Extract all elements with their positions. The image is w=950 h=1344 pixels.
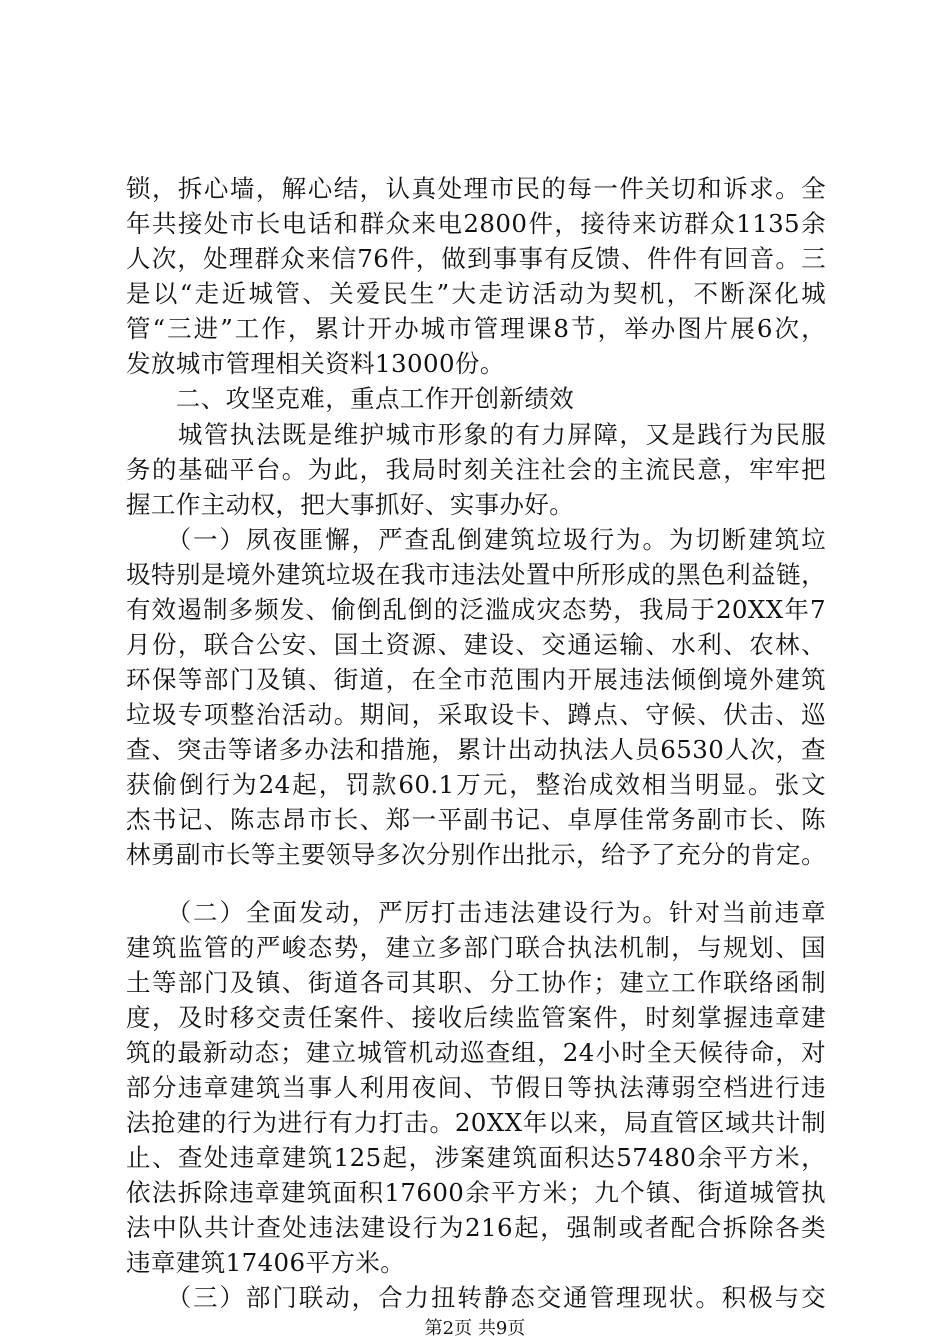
body-text-line: 部分违章建筑当事人利用夜间、节假日等执法薄弱空档进行违 xyxy=(126,1073,826,1102)
body-text-line: 度，及时移交责任案件、接收后续监管案件，时刻掌握违章建 xyxy=(126,1003,826,1032)
body-text-line: 环保等部门及镇、街道，在全市范围内开展违法倾倒境外建筑 xyxy=(126,665,826,694)
body-text-line: 人次，处理群众来信76件，做到事事有反馈、件件有回音。三 xyxy=(126,244,826,273)
body-text-line: 法抢建的行为进行有力打击。20XX年以来，局直管区域共计制 xyxy=(126,1108,826,1137)
body-text-line: 土等部门及镇、街道各司其职、分工协作；建立工作联络函制 xyxy=(126,968,826,997)
body-text-line: 获偷倒行为24起，罚款60.1万元，整治成效相当明显。张文 xyxy=(126,770,826,799)
body-text-line: （一）夙夜匪懈，严查乱倒建筑垃圾行为。为切断建筑垃 xyxy=(126,525,826,554)
body-text-line: 法中队共计查处违法建设行为216起，强制或者配合拆除各类 xyxy=(126,1213,826,1242)
body-text-line: 有效遏制多频发、偷倒乱倒的泛滥成灾态势，我局于20XX年7 xyxy=(126,595,826,624)
body-text-line: 务的基础平台。为此，我局时刻关注社会的主流民意，牢牢把 xyxy=(126,455,826,484)
body-text-line: 是以“走近城管、关爱民生”大走访活动为契机，不断深化城 xyxy=(126,279,826,308)
body-text-line: （二）全面发动，严厉打击违法建设行为。针对当前违章 xyxy=(126,898,826,927)
body-text-line: （三）部门联动，合力扭转静态交通管理现状。积极与交 xyxy=(126,1283,826,1312)
body-text-line: 依法拆除违章建筑面积17600余平方米；九个镇、街道城管执 xyxy=(126,1178,826,1207)
body-text-line: 圾特别是境外建筑垃圾在我市违法处置中所形成的黑色利益链， xyxy=(126,560,826,589)
body-text-line: 发放城市管理相关资料13000份。 xyxy=(126,349,505,378)
body-text-line: 年共接处市长电话和群众来电2800件，接待来访群众1135余 xyxy=(126,209,826,238)
body-text-line: 城管执法既是维护城市形象的有力屏障，又是践行为民服 xyxy=(126,420,826,449)
body-text-line: 垃圾专项整治活动。期间，采取设卡、蹲点、守候、伏击、巡 xyxy=(126,700,826,729)
body-text-line: 筑的最新动态；建立城管机动巡查组，24小时全天候待命，对 xyxy=(126,1038,826,1067)
body-text-line: 查、突击等诸多办法和措施，累计出动执法人员6530人次，查 xyxy=(126,735,826,764)
page-footer: 第2页 共9页 xyxy=(424,1318,526,1339)
body-text-line: 止、查处违章建筑125起，涉案建筑面积达57480余平方米， xyxy=(126,1143,826,1172)
body-text-line: 林勇副市长等主要领导多次分别作出批示，给予了充分的肯定。 xyxy=(126,840,826,869)
body-text-line: 违章建筑17406平方米。 xyxy=(126,1248,406,1277)
body-text-line: 建筑监管的严峻态势，建立多部门联合执法机制，与规划、国 xyxy=(126,933,826,962)
body-text-line: 锁，拆心墙，解心结，认真处理市民的每一件关切和诉求。全 xyxy=(126,174,826,203)
body-text-line: 二、攻坚克难，重点工作开创新绩效 xyxy=(126,384,575,413)
body-text-line: 握工作主动权，把大事抓好、实事办好。 xyxy=(126,490,575,519)
body-text-line: 管“三进”工作，累计开办城市管理课8节，举办图片展6次， xyxy=(126,314,826,343)
body-text-line: 月份，联合公安、国土资源、建设、交通运输、水利、农林、 xyxy=(126,630,826,659)
body-text-line: 杰书记、陈志昂市长、郑一平副书记、卓厚佳常务副市长、陈 xyxy=(126,805,826,834)
